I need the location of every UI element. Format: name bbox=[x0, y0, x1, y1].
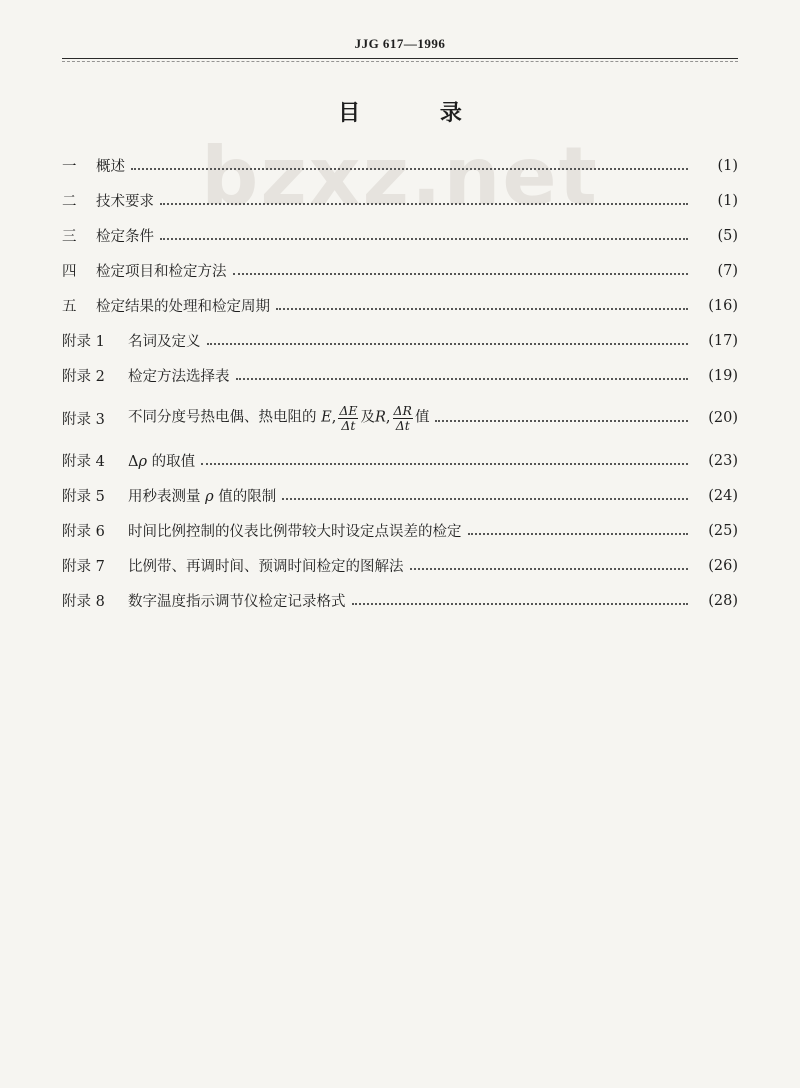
toc-entry-page: (23) bbox=[708, 452, 738, 469]
toc-entry-page: (16) bbox=[708, 297, 738, 314]
toc-entry-number: 四 bbox=[62, 264, 77, 280]
watermark: bzxz.net bbox=[201, 130, 599, 223]
toc-entry-number: 附录 5 bbox=[62, 489, 105, 505]
toc-entry-title: 检定方法选择表 bbox=[128, 369, 230, 385]
toc-entry[interactable] bbox=[62, 148, 738, 183]
toc-entry-title: 检定条件 bbox=[96, 229, 154, 245]
header-rule-secondary bbox=[62, 61, 738, 62]
toc-entry-page: (28) bbox=[708, 592, 738, 609]
fraction-denominator: Δt bbox=[341, 417, 356, 433]
toc-entry-number: 五 bbox=[62, 299, 77, 315]
toc-entry-title: 不同分度号热电偶、热电阻的 E, $\frac{\Delta E}{\Delta t}$ 及R, $\frac{\Delta R}{\Delta t}$ 值 bbox=[128, 403, 430, 433]
toc-entry-title: 技术要求 bbox=[96, 194, 154, 210]
toc-entry[interactable] bbox=[62, 393, 738, 443]
toc-entry-title: 概述 bbox=[96, 159, 125, 175]
toc-entry-title bbox=[128, 450, 195, 471]
toc-entry-page: (20) bbox=[708, 410, 738, 426]
toc-entry[interactable] bbox=[62, 548, 738, 583]
toc-entry[interactable] bbox=[62, 358, 738, 393]
toc-entry-number: 附录 8 bbox=[62, 594, 105, 610]
toc-entry-page: (5) bbox=[717, 227, 738, 244]
toc-entry-page: (17) bbox=[708, 332, 738, 349]
toc-entry[interactable] bbox=[62, 583, 738, 618]
dot-leader bbox=[468, 533, 689, 535]
toc-entry[interactable] bbox=[62, 218, 738, 253]
toc-entry-title: 比例带、再调时间、预调时间检定的图解法 bbox=[128, 559, 404, 575]
toc-entry-number: 附录 1 bbox=[62, 334, 105, 350]
dot-leader bbox=[276, 308, 688, 310]
fraction-numerator: ΔR bbox=[393, 403, 412, 419]
dot-leader bbox=[236, 378, 689, 380]
toc-entry-number: 附录 6 bbox=[62, 524, 105, 540]
toc-entry[interactable] bbox=[62, 443, 738, 478]
toc-entry-page: (25) bbox=[708, 522, 738, 539]
toc-entry-title: 名词及定义 bbox=[128, 334, 201, 350]
dot-leader bbox=[410, 568, 689, 570]
toc-title: 目 录 bbox=[338, 100, 498, 126]
dot-leader bbox=[207, 343, 689, 345]
toc-entry-title-part: 不同分度号热电偶、热电阻的 bbox=[128, 410, 317, 426]
toc-entry-page: (24) bbox=[708, 487, 738, 504]
toc-entry[interactable] bbox=[62, 513, 738, 548]
toc-entry-title: 数字温度指示调节仪检定记录格式 bbox=[128, 594, 346, 610]
toc-entry-number: 附录 2 bbox=[62, 369, 105, 385]
dot-leader bbox=[131, 168, 688, 170]
toc-entry[interactable] bbox=[62, 288, 738, 323]
toc-entry-title-part: 值的限制 bbox=[218, 489, 277, 505]
dot-leader bbox=[282, 498, 688, 500]
toc-entry-title-part: 值 bbox=[414, 410, 430, 426]
variable-r: R bbox=[374, 410, 386, 426]
toc-entry-number: 二 bbox=[62, 194, 77, 210]
toc-entry-number: 附录 3 bbox=[62, 411, 105, 428]
toc-entry-title: 检定项目和检定方法 bbox=[96, 264, 227, 280]
toc-entry-title bbox=[128, 485, 276, 506]
toc-entry-number: 一 bbox=[62, 159, 77, 175]
toc-entry-number: 三 bbox=[62, 229, 77, 245]
header-rule bbox=[62, 58, 738, 59]
fraction-denominator: Δt bbox=[395, 417, 410, 433]
toc-entry-page: (7) bbox=[717, 262, 738, 279]
toc-entry-title-part: Δ bbox=[128, 454, 139, 470]
fraction-dr-dt bbox=[393, 404, 413, 431]
dot-leader bbox=[201, 463, 688, 465]
toc-entry-page: (26) bbox=[708, 557, 738, 574]
fraction-numerator: ΔE bbox=[339, 403, 358, 419]
toc-entry-title-part: 及 bbox=[360, 410, 375, 426]
toc-entry-title-part: 用秒表测量 bbox=[128, 489, 201, 505]
standard-code-header: JJG 617—1996 bbox=[354, 36, 446, 51]
dot-leader bbox=[160, 203, 688, 205]
fraction-de-dt bbox=[338, 404, 358, 431]
variable-e: E bbox=[321, 410, 332, 426]
toc-entry[interactable] bbox=[62, 323, 738, 358]
variable-rho: ρ bbox=[138, 454, 148, 470]
variable-rho: ρ bbox=[205, 489, 214, 505]
toc-entry[interactable] bbox=[62, 183, 738, 218]
toc-entry-page: (1) bbox=[717, 157, 738, 174]
toc-entry[interactable] bbox=[62, 253, 738, 288]
toc-entry-title: 时间比例控制的仪表比例带较大时设定点误差的检定 bbox=[128, 524, 462, 540]
toc-entry-page: (19) bbox=[708, 367, 738, 384]
toc-entry-number: 附录 7 bbox=[62, 559, 105, 575]
toc-entry-title: 检定结果的处理和检定周期 bbox=[96, 299, 270, 315]
dot-leader bbox=[233, 273, 689, 275]
toc-entry-number: 附录 4 bbox=[62, 454, 105, 470]
toc-entry[interactable] bbox=[62, 478, 738, 513]
toc-entry-title-part: 的取值 bbox=[151, 454, 196, 470]
toc-entry-page: (1) bbox=[717, 192, 738, 209]
dot-leader bbox=[435, 420, 688, 422]
toc-list bbox=[62, 148, 738, 618]
dot-leader bbox=[160, 238, 688, 240]
dot-leader bbox=[352, 603, 689, 605]
